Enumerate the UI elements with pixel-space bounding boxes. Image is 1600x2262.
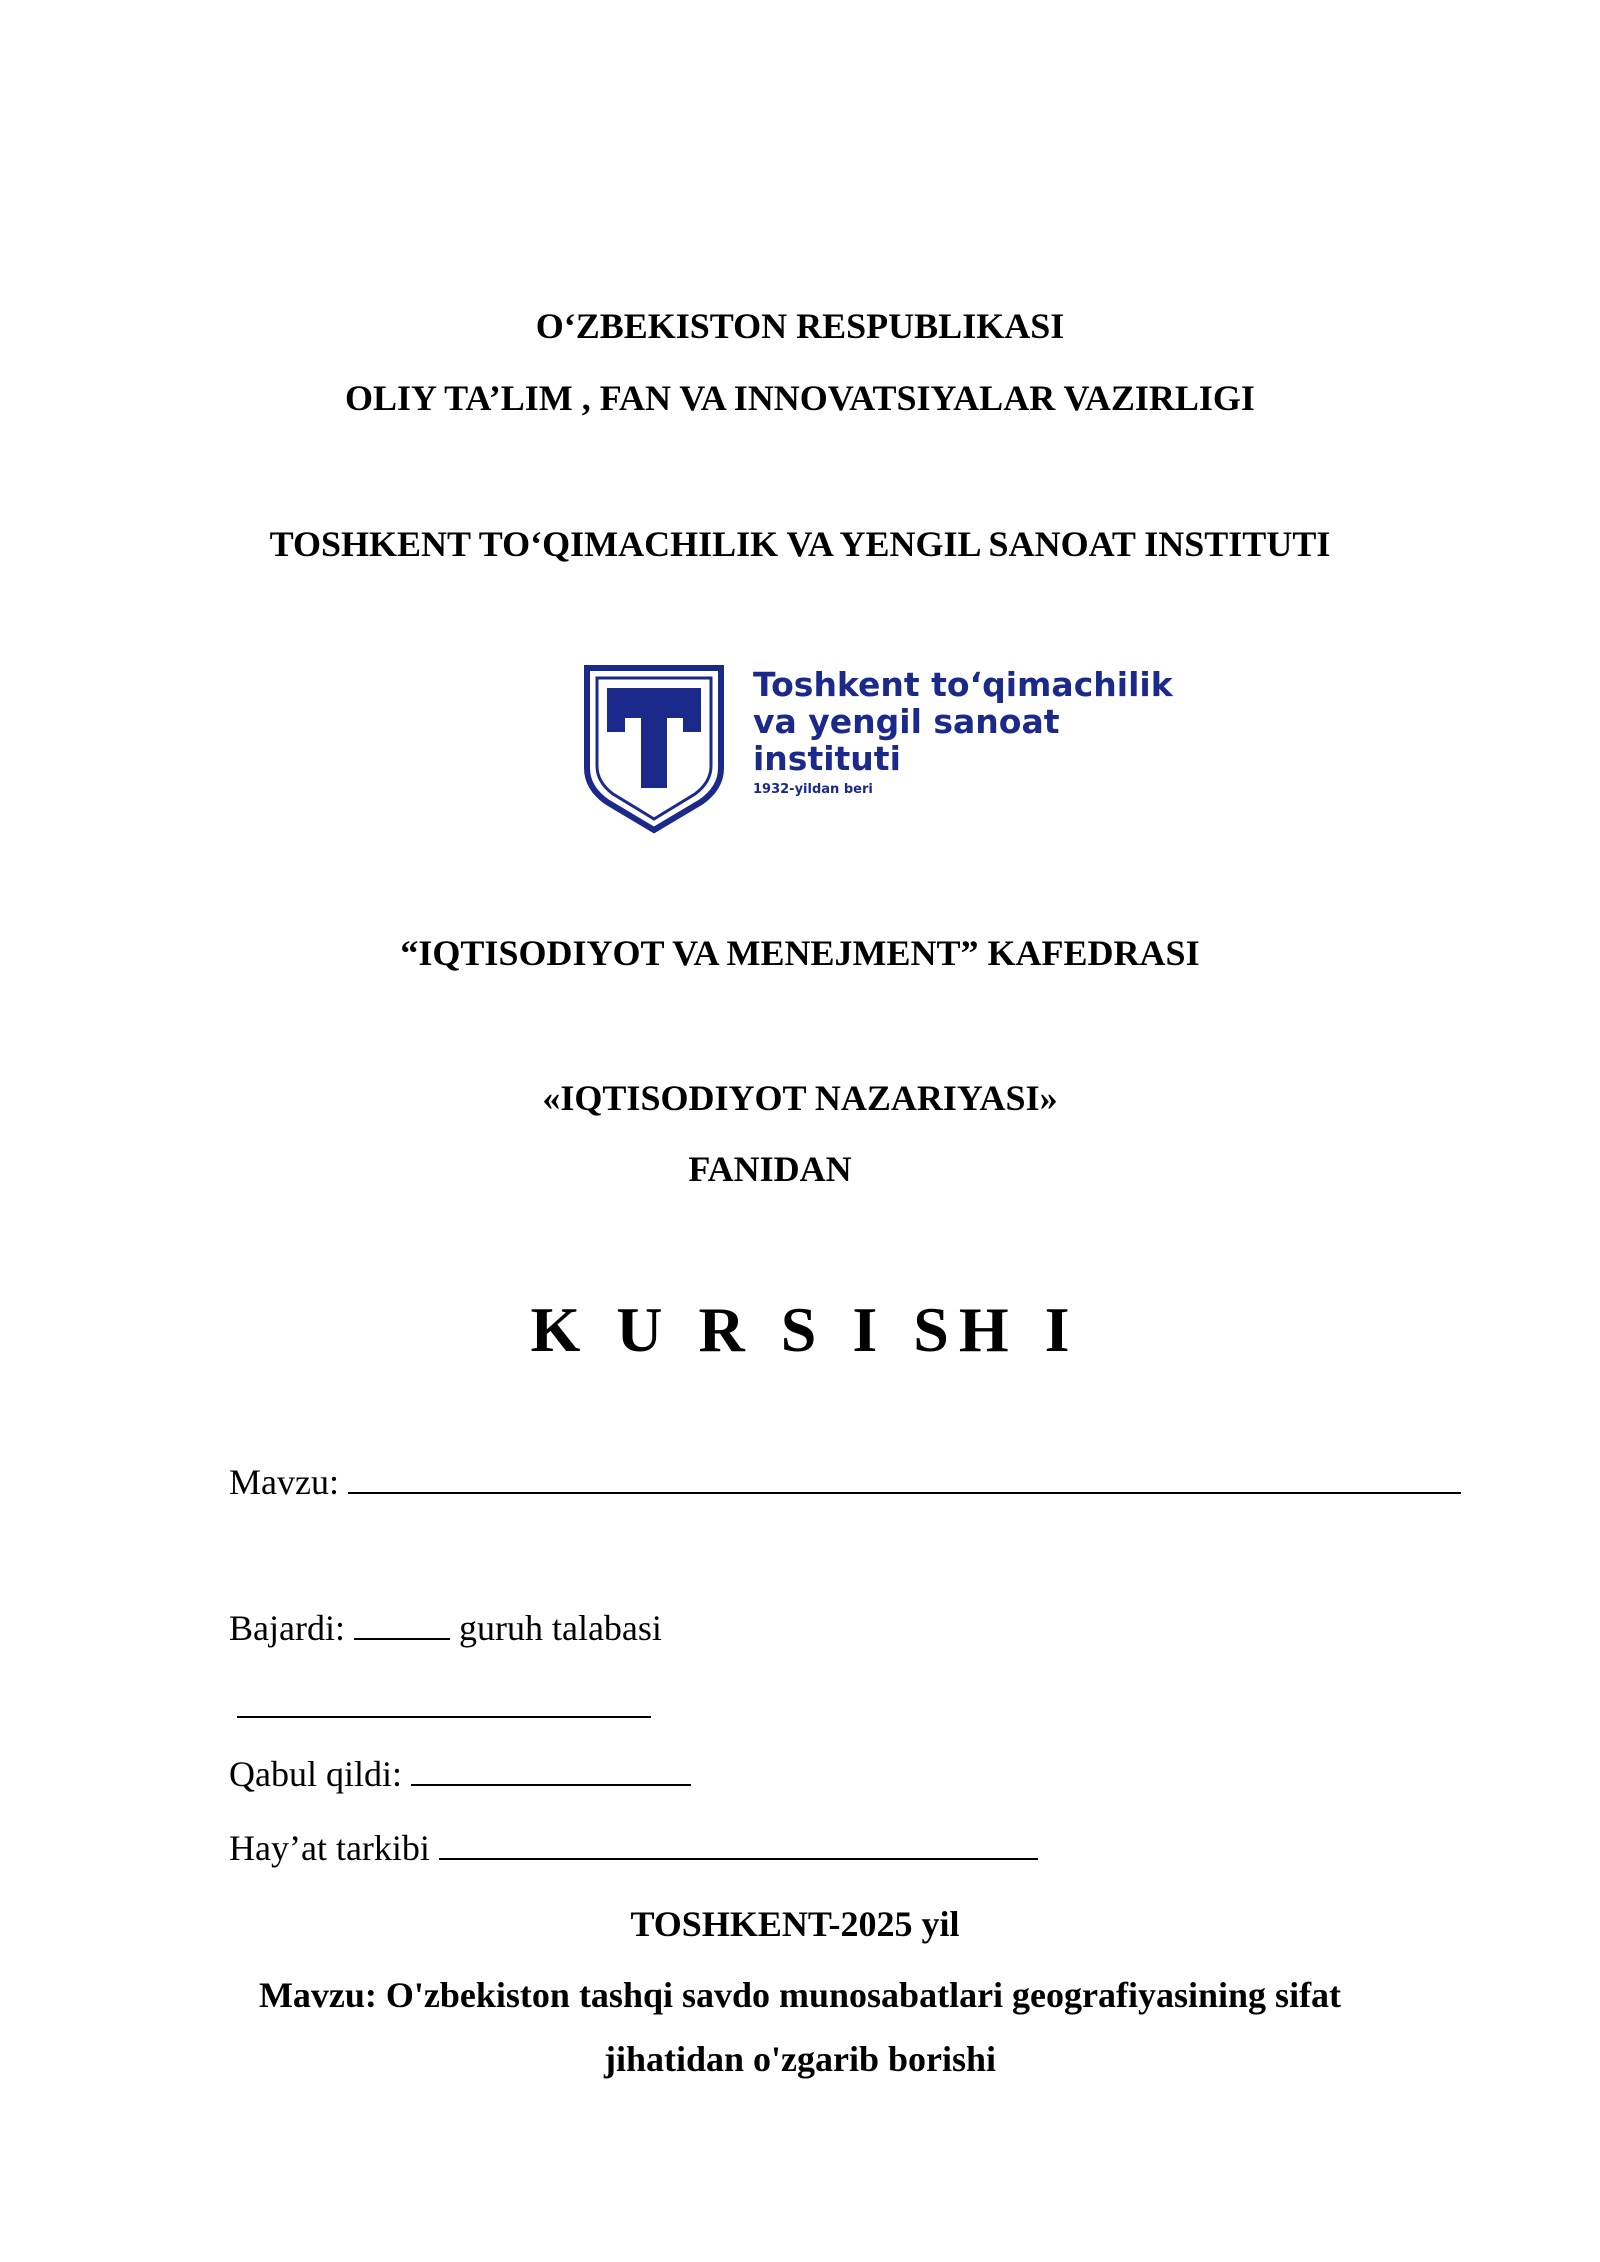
performed-field — [229, 1610, 662, 1646]
topic-line-2: jihatidan o'zgarib borishi — [603, 2039, 997, 2079]
country-heading: O‘ZBEKISTON RESPUBLIKASI — [535, 306, 1065, 346]
group-suffix: guruh talabasi — [458, 1608, 662, 1648]
performed-label: Bajardi: — [229, 1608, 345, 1648]
committee-label: Hay’at tarkibi — [229, 1828, 430, 1868]
topic-line-1: Mavzu: O'zbekiston tashqi savdo munosabatlari geografiyasining sifat — [258, 1975, 1342, 2015]
institute-logo — [583, 664, 1173, 834]
logo-line-2: va yengil sanoat — [753, 702, 1060, 741]
topic-field — [229, 1464, 1461, 1500]
accepted-field — [229, 1756, 691, 1792]
logo-since: 1932-yildan beri — [753, 782, 873, 797]
subject-suffix: FANIDAN — [688, 1149, 852, 1189]
committee-blank-line — [439, 1857, 1038, 1860]
committee-field — [229, 1830, 1038, 1866]
ministry-heading: OLIY TA’LIM , FAN VA INNOVATSIYALAR VAZIRLIGI — [345, 378, 1255, 418]
topic-label: Mavzu: — [229, 1462, 339, 1502]
group-blank-line — [354, 1637, 450, 1640]
city-year: TOSHKENT-2025 yil — [630, 1904, 960, 1944]
logo-line-3: instituti — [753, 739, 901, 778]
document-title: K U R S I SH I — [530, 1294, 1080, 1365]
accepted-label: Qabul qildi: — [229, 1754, 402, 1794]
shield-icon — [583, 664, 725, 834]
student-name-blank-line — [237, 1715, 651, 1718]
student-name-field — [237, 1688, 651, 1724]
subject-name: «IQTISODIYOT NAZARIYASI» — [542, 1078, 1058, 1118]
accepted-blank-line — [411, 1783, 691, 1786]
logo-line-1: Toshkent to‘qimachilik — [753, 665, 1173, 704]
department-heading: “IQTISODIYOT VA MENEJMENT” KAFEDRASI — [400, 933, 1200, 973]
logo-wordmark — [753, 666, 1173, 777]
institute-heading: TOSHKENT TO‘QIMACHILIK VA YENGIL SANOAT INSTITUTI — [269, 524, 1331, 564]
topic-blank-line — [348, 1491, 1461, 1494]
